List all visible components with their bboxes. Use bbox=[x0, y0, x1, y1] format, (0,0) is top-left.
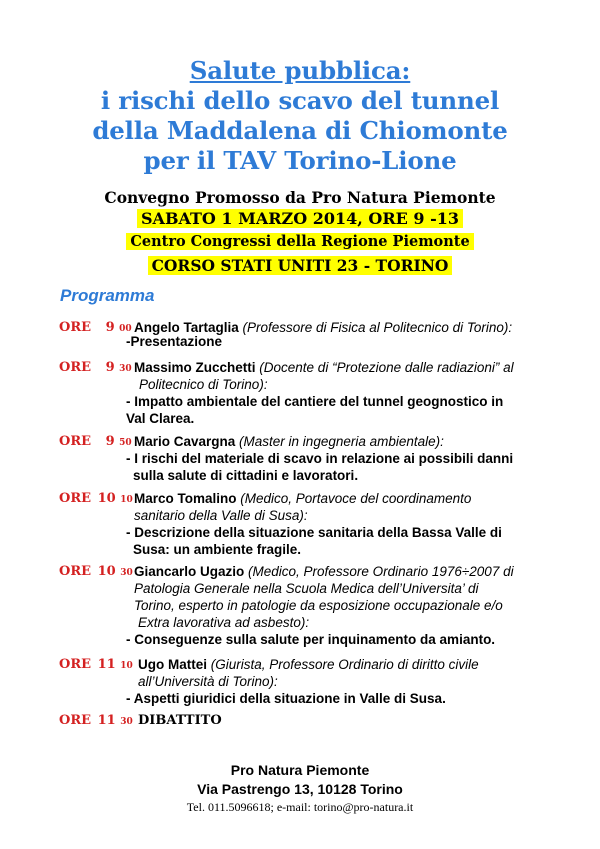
minutes: 10 bbox=[120, 495, 133, 505]
program-time bbox=[59, 656, 133, 675]
footer-contact: Tel. 011.5096618; e-mail: torino@pro-natura.it bbox=[186, 800, 414, 814]
minutes: 00 bbox=[119, 324, 132, 334]
document-title bbox=[40, 56, 560, 176]
program-time bbox=[59, 359, 132, 378]
dibattito-label: DIBATTITO bbox=[138, 713, 222, 728]
topic-cont: Susa: un ambiente fragile. bbox=[133, 542, 302, 557]
ore-label: ORE bbox=[59, 713, 92, 728]
speaker-desc-cont: Extra lavorativa ad asbesto): bbox=[138, 615, 310, 630]
topic: - Conseguenze sulla salute per inquinamento da amianto. bbox=[126, 632, 496, 647]
topic: - I rischi del materiale di scavo in relazione ai possibili danni bbox=[126, 451, 514, 466]
hour: 10 bbox=[97, 491, 116, 506]
speaker-desc: (Medico, Professore Ordinario 1976÷2007 di bbox=[244, 564, 514, 579]
ore-label: ORE bbox=[59, 657, 92, 672]
hour: 11 bbox=[97, 713, 116, 728]
speaker-name: Giancarlo Ugazio bbox=[134, 564, 245, 579]
event-venue-line bbox=[60, 233, 540, 250]
speaker-desc: (Giurista, Professore Ordinario di diritto civile bbox=[207, 657, 479, 672]
topic: -Presentazione bbox=[126, 334, 223, 349]
program-time bbox=[59, 319, 132, 338]
title-line-4: per il TAV Torino-Lione bbox=[143, 146, 457, 175]
topic: - Aspetti giuridici della situazione in Valle di Susa. bbox=[126, 691, 446, 706]
title-line-2: i rischi dello scavo del tunnel bbox=[100, 86, 500, 115]
title-line-1: Salute pubblica: bbox=[189, 56, 411, 85]
minutes: 30 bbox=[120, 568, 133, 578]
speaker-name: Mario Cavargna bbox=[134, 434, 236, 449]
hour: 9 bbox=[105, 434, 115, 449]
program-time bbox=[59, 712, 133, 731]
speaker-desc: (Medico, Portavoce del coordinamento bbox=[236, 491, 472, 506]
footer-address: Via Pastrengo 13, 10128 Torino bbox=[197, 781, 403, 797]
minutes: 30 bbox=[120, 717, 133, 727]
hour: 9 bbox=[105, 360, 115, 375]
speaker-line bbox=[138, 656, 479, 674]
event-address: CORSO STATI UNITI 23 - TORINO bbox=[148, 256, 453, 275]
speaker-desc-cont: all’Università di Torino): bbox=[138, 674, 278, 689]
speaker-line bbox=[134, 433, 444, 451]
footer-org: Pro Natura Piemonte bbox=[230, 762, 370, 778]
program-time bbox=[59, 433, 132, 452]
ore-label: ORE bbox=[59, 360, 92, 375]
topic: - Descrizione della situazione sanitaria della Bassa Valle di bbox=[126, 525, 502, 540]
title-line-3: della Maddalena di Chiomonte bbox=[92, 116, 508, 145]
speaker-name: Ugo Mattei bbox=[138, 657, 207, 672]
speaker-desc: (Docente di “Protezione dalle radiazioni” al bbox=[255, 360, 514, 375]
program-time bbox=[59, 490, 133, 509]
speaker-desc-cont: Politecnico di Torino): bbox=[139, 377, 268, 392]
speaker-name: Angelo Tartaglia bbox=[134, 320, 239, 335]
speaker-name: Marco Tomalino bbox=[134, 491, 237, 506]
event-date: SABATO 1 MARZO 2014, ORE 9 -13 bbox=[137, 209, 463, 228]
ore-label: ORE bbox=[59, 434, 92, 449]
minutes: 10 bbox=[120, 661, 133, 671]
speaker-desc: (Professore di Fisica al Politecnico di Torino): bbox=[238, 320, 513, 335]
speaker-desc: (Master in ingegneria ambientale): bbox=[235, 434, 444, 449]
event-venue: Centro Congressi della Regione Piemonte bbox=[126, 233, 473, 250]
ore-label: ORE bbox=[59, 320, 92, 335]
minutes: 30 bbox=[119, 364, 132, 374]
ore-label: ORE bbox=[59, 564, 92, 579]
speaker-desc-cont: sanitario della Valle di Susa): bbox=[134, 508, 308, 523]
speaker-line bbox=[134, 490, 471, 508]
topic-cont: Val Clarea. bbox=[126, 411, 195, 426]
topic-cont: sulla salute di cittadini e lavoratori. bbox=[133, 468, 359, 483]
hour: 11 bbox=[97, 657, 116, 672]
hour: 10 bbox=[97, 564, 116, 579]
programma-heading: Programma bbox=[60, 286, 155, 305]
speaker-name: Massimo Zucchetti bbox=[134, 360, 256, 375]
event-date-line bbox=[60, 209, 540, 228]
speaker-line bbox=[134, 359, 514, 377]
speaker-desc-cont: Torino, esperto in patologie da esposizione occupazionale e/o bbox=[134, 598, 503, 613]
event-address-line bbox=[60, 256, 540, 275]
hour: 9 bbox=[105, 320, 115, 335]
promoted-by: Convegno Promosso da Pro Natura Piemonte bbox=[104, 188, 496, 207]
minutes: 50 bbox=[119, 438, 132, 448]
program-time bbox=[59, 563, 133, 582]
topic: - Impatto ambientale del cantiere del tunnel geognostico in bbox=[126, 394, 504, 409]
speaker-line bbox=[134, 563, 514, 581]
ore-label: ORE bbox=[59, 491, 92, 506]
speaker-desc-cont: Patologia Generale nella Scuola Medica dell’Universita’ di bbox=[134, 581, 479, 596]
